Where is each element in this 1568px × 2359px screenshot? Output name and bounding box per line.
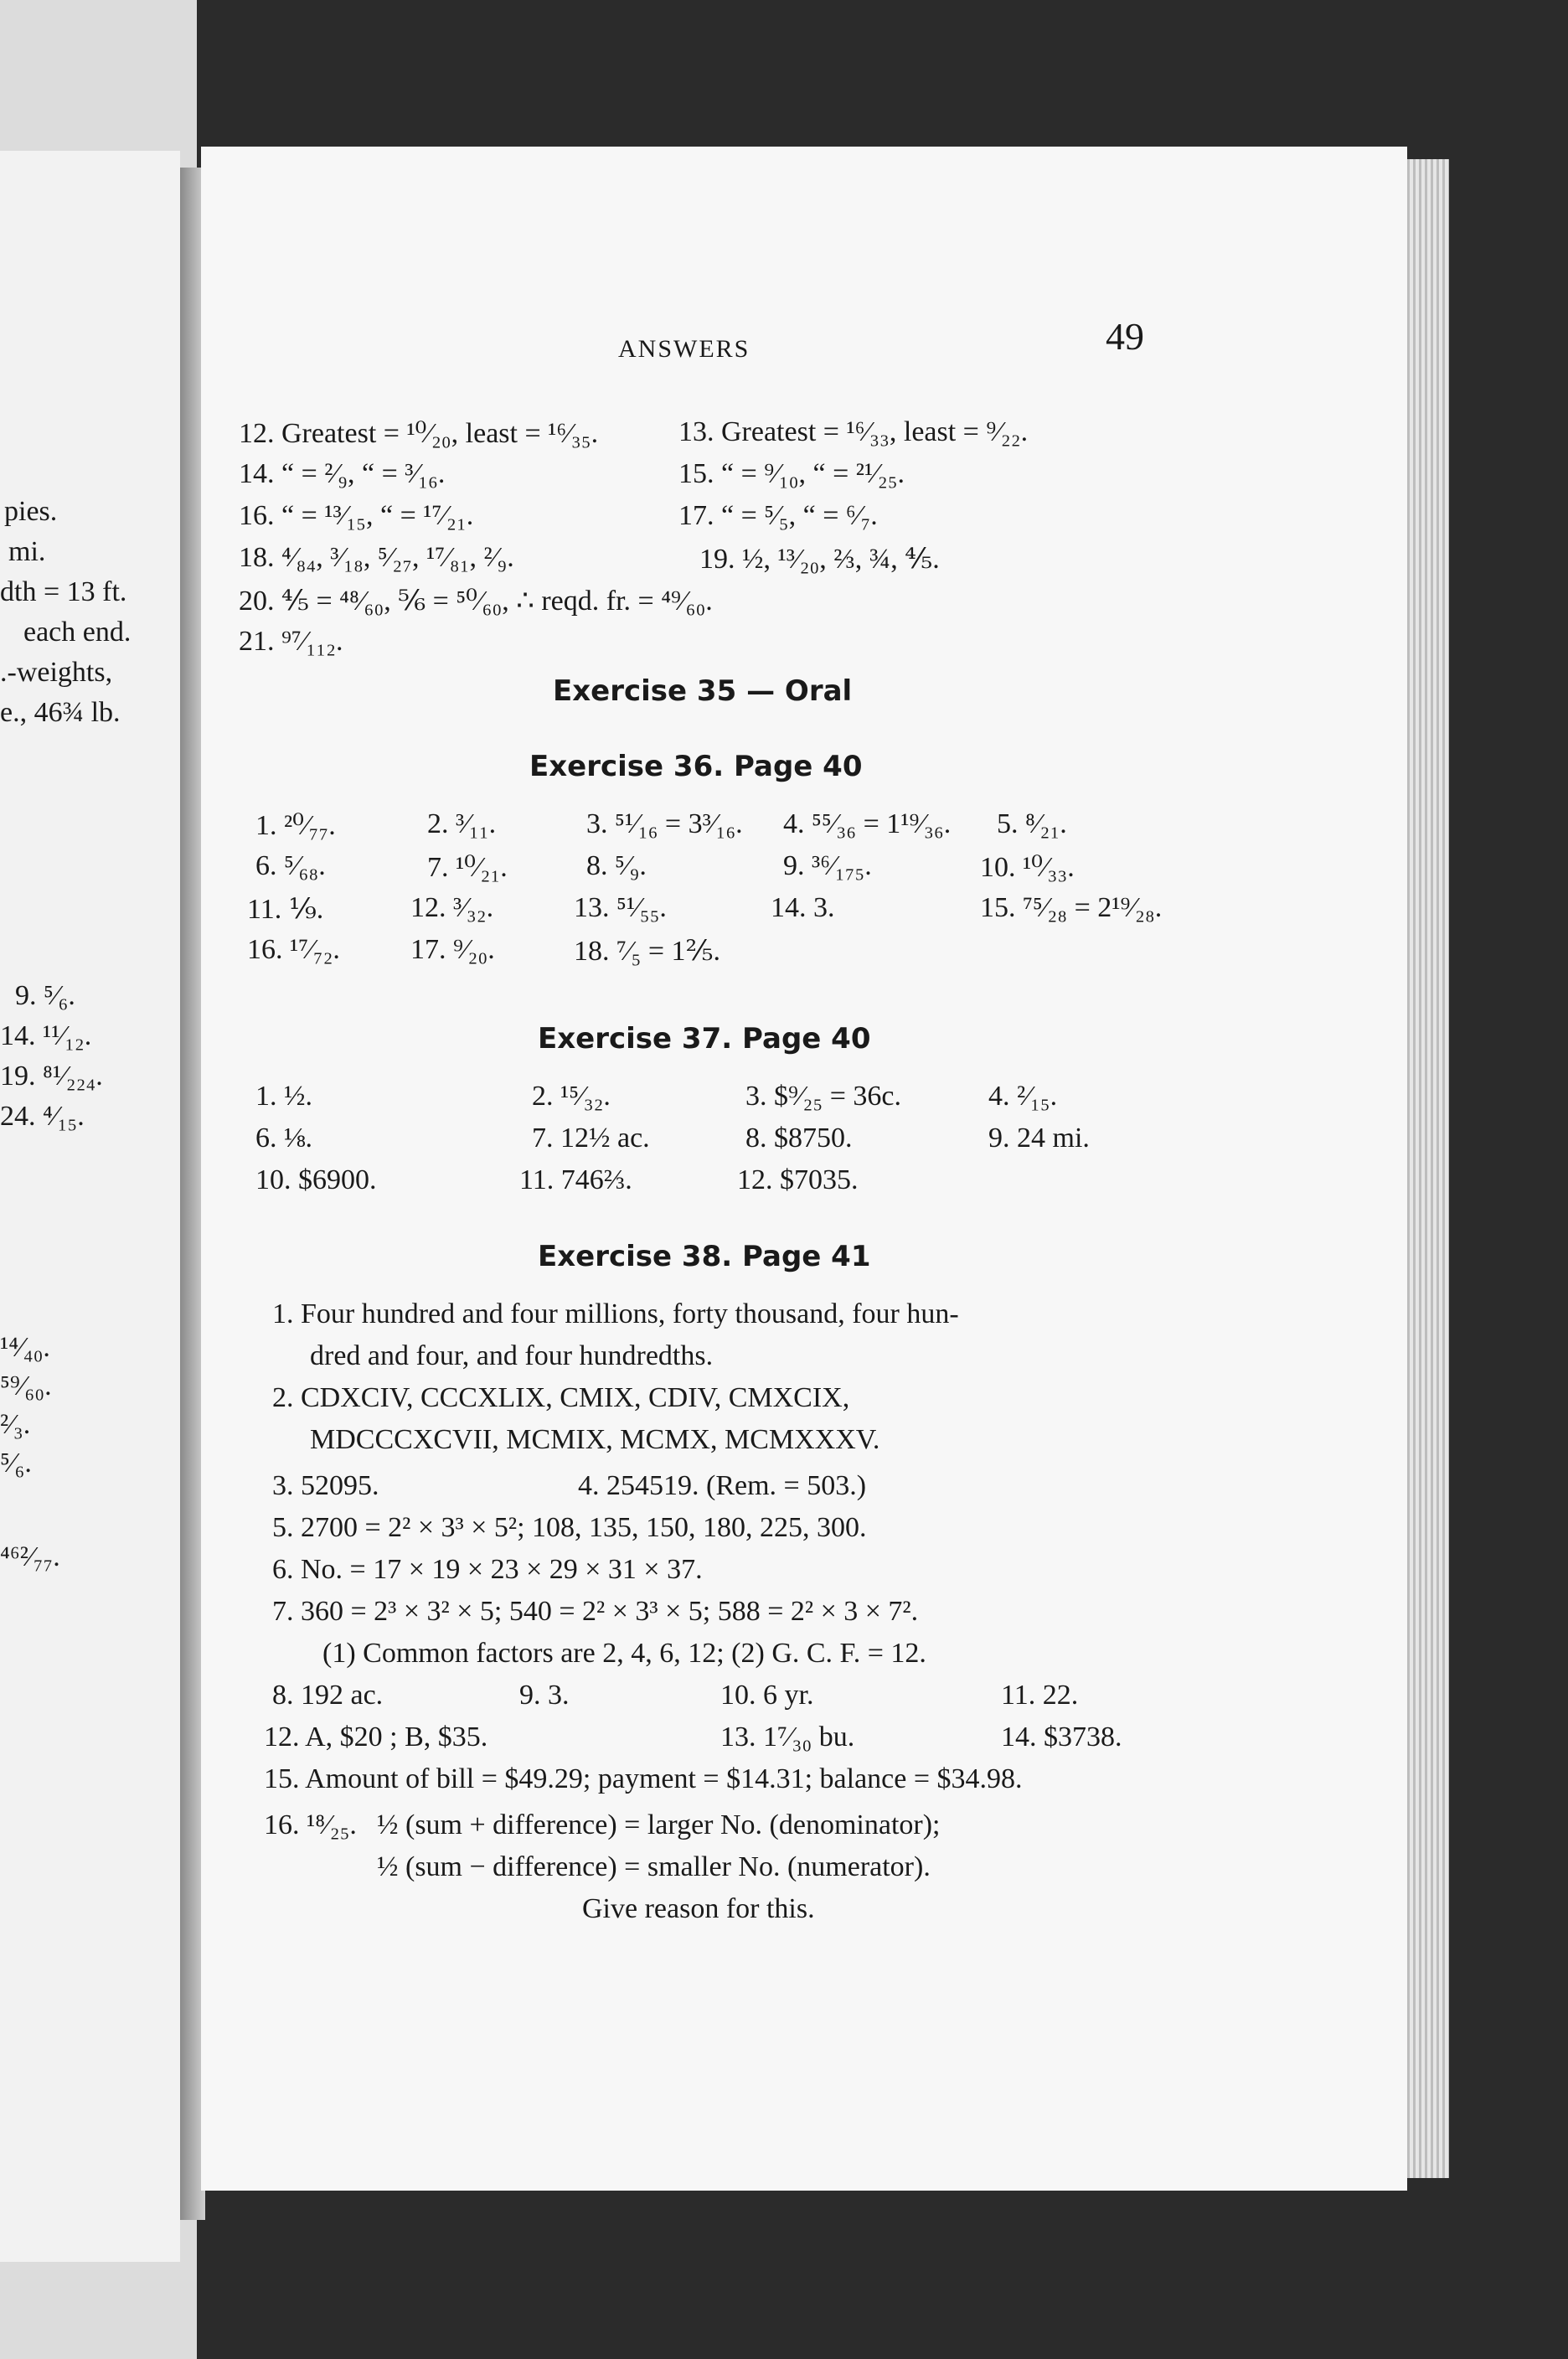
answer-line: Give reason for this. (582, 1893, 815, 1924)
answer-line: 7. 360 = 2³ × 3² × 5; 540 = 2² × 3³ × 5; 588 = 2² × 3 × 7². (272, 1596, 919, 1627)
answer-item: 6. ⁵⁄₆₈. (255, 850, 326, 881)
answer-item: 5. ⁸⁄₂₁. (997, 808, 1067, 839)
left-line: mi. (8, 536, 46, 567)
answer-item: 17. ⁹⁄₂₀. (410, 934, 495, 965)
answer-item: 14. “ = ²⁄₉, “ = ³⁄₁₆. (239, 458, 446, 489)
answer-line: 3. 52095. (272, 1470, 379, 1501)
exercise-heading: Exercise 38. Page 41 (538, 1240, 871, 1273)
answer-item: 11. 746⅔. (519, 1164, 632, 1195)
answer-line: MDCCCXCVII, MCMIX, MCMX, MCMXXXV. (310, 1424, 880, 1455)
left-line: ¹⁴⁄₄₀. (0, 1332, 50, 1363)
answer-item: 18. ⁷⁄₅ = 1⅖. (574, 936, 721, 967)
answer-line: 8. 192 ac. (272, 1680, 384, 1711)
answer-item: 3. $⁹⁄₂₅ = 36c. (745, 1081, 902, 1112)
answer-item: 8. ⁵⁄₉. (586, 850, 647, 881)
answer-line: 2. CDXCIV, CCCXLIX, CMIX, CDIV, CMXCIX, (272, 1382, 850, 1413)
answer-line: (1) Common factors are 2, 4, 6, 12; (2) G. C. F. = 12. (322, 1638, 926, 1669)
facing-page-fragment (0, 151, 180, 2262)
answer-item: 4. ²⁄₁₅. (988, 1081, 1058, 1112)
answer-item: 20. ⅘ = ⁴⁸⁄₆₀, ⅚ = ⁵⁰⁄₆₀, ∴ reqd. fr. = ⁴⁹⁄₆₀. (239, 586, 713, 617)
exercise-heading: Exercise 37. Page 40 (538, 1022, 871, 1056)
answer-item: 2. ³⁄₁₁. (427, 808, 497, 839)
answer-line: 6. No. = 17 × 19 × 23 × 29 × 31 × 37. (272, 1554, 703, 1585)
left-line: ⁴⁶²⁄₇₇. (0, 1541, 60, 1572)
left-line: 14. ¹¹⁄₁₂. (0, 1020, 92, 1051)
answer-line: 4. 254519. (Rem. = 503.) (578, 1470, 867, 1501)
answer-item: 16. ¹⁷⁄₇₂. (247, 934, 340, 965)
answer-page (201, 147, 1407, 2191)
answer-item: 21. ⁹⁷⁄₁₁₂. (239, 626, 343, 657)
answer-item: 4. ⁵⁵⁄₃₆ = 1¹⁹⁄₃₆. (783, 808, 952, 839)
answer-line: 12. A, $20 ; B, $35. (264, 1722, 488, 1752)
answer-item: 10. $6900. (255, 1164, 377, 1195)
answer-line: ½ (sum + difference) = larger No. (denominator); (377, 1809, 941, 1840)
page-edges (1407, 159, 1449, 2178)
left-line: each end. (23, 617, 132, 648)
left-line: ⁵⁄₆. (0, 1448, 32, 1479)
answer-item: 11. ⅑. (247, 894, 324, 925)
answer-item: 12. Greatest = ¹⁰⁄₂₀, least = ¹⁶⁄₃₅. (239, 418, 599, 449)
answer-item: 9. ³⁶⁄₁₇₅. (783, 850, 872, 881)
answer-item: 1. ²⁰⁄₇₇. (255, 810, 336, 841)
left-line: 9. ⁵⁄₆. (15, 980, 75, 1011)
answer-item: 15. ⁷⁵⁄₂₈ = 2¹⁹⁄₂₈. (980, 892, 1163, 923)
answer-item: 17. “ = ⁵⁄₅, “ = ⁶⁄₇. (678, 500, 878, 531)
answer-item: 9. 24 mi. (988, 1123, 1090, 1154)
left-line: ²⁄₃. (0, 1409, 31, 1440)
left-line: dth = 13 ft. (0, 576, 127, 607)
answer-item: 6. ⅛. (255, 1123, 312, 1154)
answer-line: dred and four, and four hundredths. (310, 1340, 714, 1371)
answer-line: 9. 3. (519, 1680, 570, 1711)
answer-item: 7. ¹⁰⁄₂₁. (427, 852, 508, 883)
answer-line: 16. ¹⁸⁄₂₅. (264, 1809, 357, 1840)
answer-item: 2. ¹⁵⁄₃₂. (532, 1081, 611, 1112)
answer-item: 13. Greatest = ¹⁶⁄₃₃, least = ⁹⁄₂₂. (678, 416, 1029, 447)
left-line: .-weights, (0, 657, 113, 688)
answer-line: 10. 6 yr. (720, 1680, 814, 1711)
answer-item: 10. ¹⁰⁄₃₃. (980, 852, 1075, 883)
running-head: ANSWERS (618, 335, 750, 363)
answer-line: 15. Amount of bill = $49.29; payment = $14.31; balance = $34.98. (264, 1763, 1023, 1794)
answer-item: 12. ³⁄₃₂. (410, 892, 494, 923)
answer-item: 3. ⁵¹⁄₁₆ = 3³⁄₁₆. (586, 808, 743, 839)
exercise-heading: Exercise 36. Page 40 (529, 750, 863, 783)
left-line: 19. ⁸¹⁄₂₂₄. (0, 1061, 103, 1092)
left-line: ⁵⁹⁄₆₀. (0, 1370, 52, 1401)
answer-line: 13. 1⁷⁄₃₀ bu. (720, 1722, 855, 1752)
answer-item: 19. ½, ¹³⁄₂₀, ⅔, ¾, ⅘. (699, 544, 940, 575)
answer-item: 13. ⁵¹⁄₅₅. (574, 892, 667, 923)
answer-item: 15. “ = ⁹⁄₁₀, “ = ²¹⁄₂₅. (678, 458, 905, 489)
answer-item: 8. $8750. (745, 1123, 853, 1154)
answer-item: 7. 12½ ac. (532, 1123, 650, 1154)
left-line: 24. ⁴⁄₁₅. (0, 1101, 85, 1132)
answer-line: ½ (sum − difference) = smaller No. (numerator). (377, 1851, 931, 1882)
answer-item: 12. $7035. (737, 1164, 859, 1195)
exercise-heading: Exercise 35 — Oral (553, 674, 853, 708)
answer-line: 5. 2700 = 2² × 3³ × 5²; 108, 135, 150, 180, 225, 300. (272, 1512, 867, 1543)
answer-line: 14. $3738. (1001, 1722, 1122, 1752)
left-line: pies. (4, 496, 58, 527)
answer-item: 18. ⁴⁄₈₄, ³⁄₁₈, ⁵⁄₂₇, ¹⁷⁄₈₁, ²⁄₉. (239, 542, 514, 573)
answer-line: 1. Four hundred and four millions, forty thousand, four hun- (272, 1298, 959, 1329)
left-line: e., 46¾ lb. (0, 697, 121, 728)
answer-item: 16. “ = ¹³⁄₁₅, “ = ¹⁷⁄₂₁. (239, 500, 474, 531)
page-number: 49 (1106, 315, 1144, 358)
answer-line: 11. 22. (1001, 1680, 1079, 1711)
answer-item: 1. ½. (255, 1081, 312, 1112)
answer-item: 14. 3. (771, 892, 835, 923)
